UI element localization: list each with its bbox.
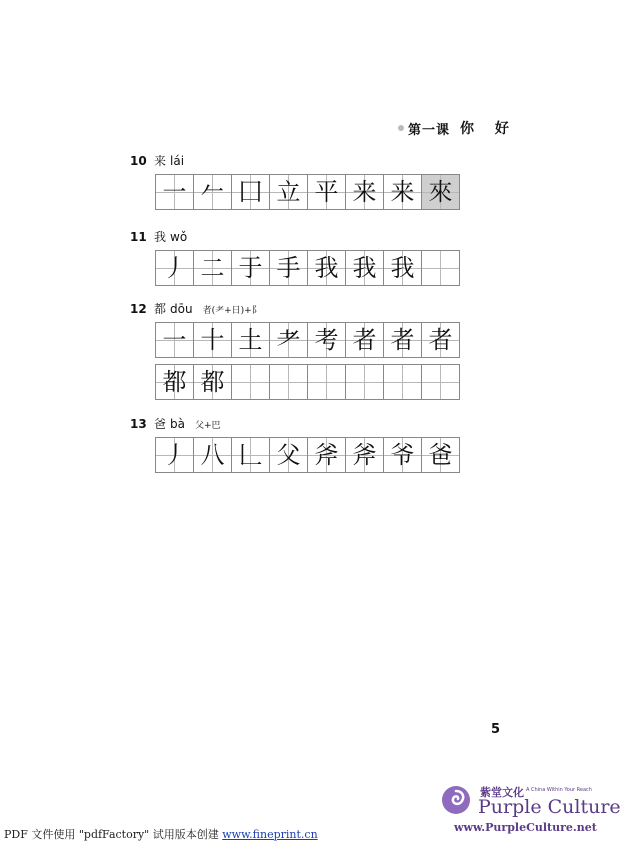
empty-practice-cell (232, 364, 270, 400)
watermark-tagline: A China Within Your Reach (526, 787, 592, 793)
stroke-step-cell: 都 (194, 364, 232, 400)
pdf-footer-note (4, 826, 318, 842)
practice-row (155, 174, 468, 210)
stroke-step-cell: 我 (308, 250, 346, 286)
entry-number: 12 (130, 302, 147, 316)
entry-character: 我 (154, 230, 167, 244)
entry-number: 13 (130, 417, 147, 431)
watermark-en-name: Purple Culture (478, 796, 621, 818)
stroke-step-cell: 考 (308, 322, 346, 358)
stroke-step-cell: 丿 (156, 437, 194, 473)
stroke-step-cell: ⼞ (232, 174, 270, 210)
purple-culture-logo-icon (440, 784, 472, 816)
stroke-step-cell: 我 (346, 250, 384, 286)
stroke-step-cell: 二 (194, 250, 232, 286)
header-bullet-icon (398, 125, 404, 131)
chapter-label: 第一课 (408, 122, 451, 138)
stroke-step-cell: 立 (270, 174, 308, 210)
stroke-step-cell: 十 (194, 322, 232, 358)
entry-note: 者(耂+日)+阝 (202, 306, 261, 316)
entry-pinyin: wǒ (170, 230, 188, 244)
stroke-step-cell: 爷 (384, 437, 422, 473)
stroke-step-cell: 者 (422, 322, 460, 358)
stroke-step-cell: 者 (346, 322, 384, 358)
stroke-step-cell: 耂 (270, 322, 308, 358)
entry-character: 爸 (154, 417, 167, 431)
empty-practice-cell (270, 364, 308, 400)
stroke-step-cell: 斧 (308, 437, 346, 473)
purple-culture-watermark (440, 782, 621, 844)
stroke-step-cell: 土 (232, 322, 270, 358)
stroke-step-cell: 我 (384, 250, 422, 286)
stroke-step-cell: 爸 (422, 437, 460, 473)
stroke-step-cell: 八 (194, 437, 232, 473)
entry-note: 父+巴 (195, 421, 221, 431)
chapter-header (398, 119, 528, 137)
stroke-step-cell: 來 (422, 174, 460, 210)
stroke-step-cell: 斧 (346, 437, 384, 473)
practice-row (155, 322, 468, 358)
watermark-url: www.PurpleCulture.net (454, 821, 597, 834)
stroke-step-cell: 𠃊 (232, 437, 270, 473)
entry-pinyin: lái (170, 154, 185, 168)
entry-10-label (130, 152, 480, 170)
entry-12-label (130, 300, 480, 318)
stroke-step-cell: 手 (270, 250, 308, 286)
stroke-step-cell: 父 (270, 437, 308, 473)
empty-practice-cell (308, 364, 346, 400)
empty-practice-cell (422, 364, 460, 400)
entry-character: 都 (154, 302, 167, 316)
footer-text: PDF 文件使用 "pdfFactory" 试用版本创建 (4, 828, 223, 841)
footer-link[interactable]: www.fineprint.cn (222, 828, 318, 841)
practice-row (155, 364, 468, 400)
empty-practice-cell (346, 364, 384, 400)
stroke-step-cell: 丿 (156, 250, 194, 286)
watermark-cn-name: 紫堂文化 (480, 786, 524, 799)
page-number: 5 (491, 722, 501, 737)
entry-number: 10 (130, 154, 147, 168)
stroke-step-cell: 平 (308, 174, 346, 210)
stroke-step-cell: 来 (384, 174, 422, 210)
practice-row (155, 437, 468, 473)
stroke-step-cell: 一 (156, 174, 194, 210)
empty-practice-cell (384, 364, 422, 400)
entry-number: 11 (130, 230, 147, 244)
stroke-step-cell: 𠂉 (194, 174, 232, 210)
stroke-step-cell: 于 (232, 250, 270, 286)
entry-13-label (130, 415, 480, 433)
stroke-step-cell: 一 (156, 322, 194, 358)
entry-character: 来 (154, 154, 167, 168)
empty-practice-cell (422, 250, 460, 286)
stroke-step-cell: 来 (346, 174, 384, 210)
stroke-step-cell: 者 (384, 322, 422, 358)
practice-row (155, 250, 468, 286)
stroke-step-cell: 都 (156, 364, 194, 400)
entry-pinyin: bà (170, 417, 185, 431)
lesson-title: 你 好 (460, 121, 517, 137)
entry-11-label (130, 228, 480, 246)
entry-pinyin: dōu (170, 302, 193, 316)
